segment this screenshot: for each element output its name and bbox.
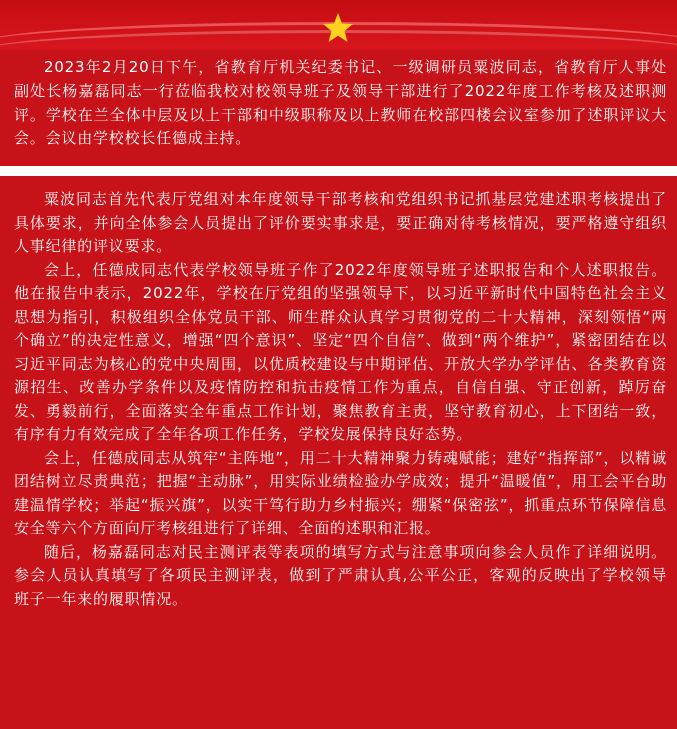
header-banner (0, 0, 677, 50)
body-paragraph: 会上，任德成同志代表学校领导班子作了2022年度领导班子述职报告和个人述职报告。他在报告中表示，2022年，学校在厅党组的坚强领导下，以习近平新时代中国特色社会主义思想为指引，积极组织全体党员干部、师生群众认真学习贯彻党的二十大精神，深刻领悟“两个确立”的决定性意义，增强“四个意识”、坚定“四个自信”、做到“两个维护”，紧密团结在以习近平同志为核心的党中央周围，以优质校建设与中期评估、开放大学办学评估、各类教育资源招生、改善办学条件以及疫情防控和抗击疫情工作为重点，自信自强、守正创新，踔厉奋发、勇毅前行，全面落实全年重点工作计划，聚焦教育主责，坚守教育初心，上下团结一致，有序有力有效完成了全年各项工作任务，学校发展保持良好态势。 (14, 260, 667, 443)
body-paragraph: 随后，杨嘉磊同志对民主测评表等表项的填写方式与注意事项向参会人员作了详细说明。参会人员认真填写了各项民主测评表，做到了严肃认真,公平公正，客观的反映出了学校领导班子一年来的履职情况。 (14, 542, 667, 608)
section-divider (0, 166, 677, 176)
star-icon (322, 12, 354, 44)
body-paragraph: 粟波同志首先代表厅党组对本年度领导干部考核和党组织书记抓基层党建述职考核提出了具体要求，并向全体参会人员提出了评价要实事求是，要正确对待考核情况，要严格遵守组织人事纪律的评议要求。 (14, 190, 667, 255)
body-paragraph: 会上，任德成同志从筑牢“主阵地”，用二十大精神聚力铸魂赋能；建好“指挥部”，以精诚团结树立尽责典范；把握“主动脉”，用实际业绩检验办学成效；提升“温暖值”，用工会平台助建温情学校；举起“振兴旗”，以实干笃行助力乡村振兴；绷紧“保密弦”，抓重点环节保障信息安全等六个方面向厅考核组进行了详细、全面的述职和汇报。 (14, 448, 667, 537)
intro-paragraph: 2023年2月20日下午，省教育厅机关纪委书记、一级调研员粟波同志，省教育厅人事处副处长杨嘉磊同志一行莅临我校对校领导班子及领导干部进行了2022年度工作考核及述职测评。学校在兰全体中层及以上干部和中级职称及以上教师在校部四楼会议室参加了述职评议大会。会议由学校校长任德成主持。 (14, 58, 667, 148)
body-section (0, 176, 677, 729)
intro-section (0, 50, 677, 165)
